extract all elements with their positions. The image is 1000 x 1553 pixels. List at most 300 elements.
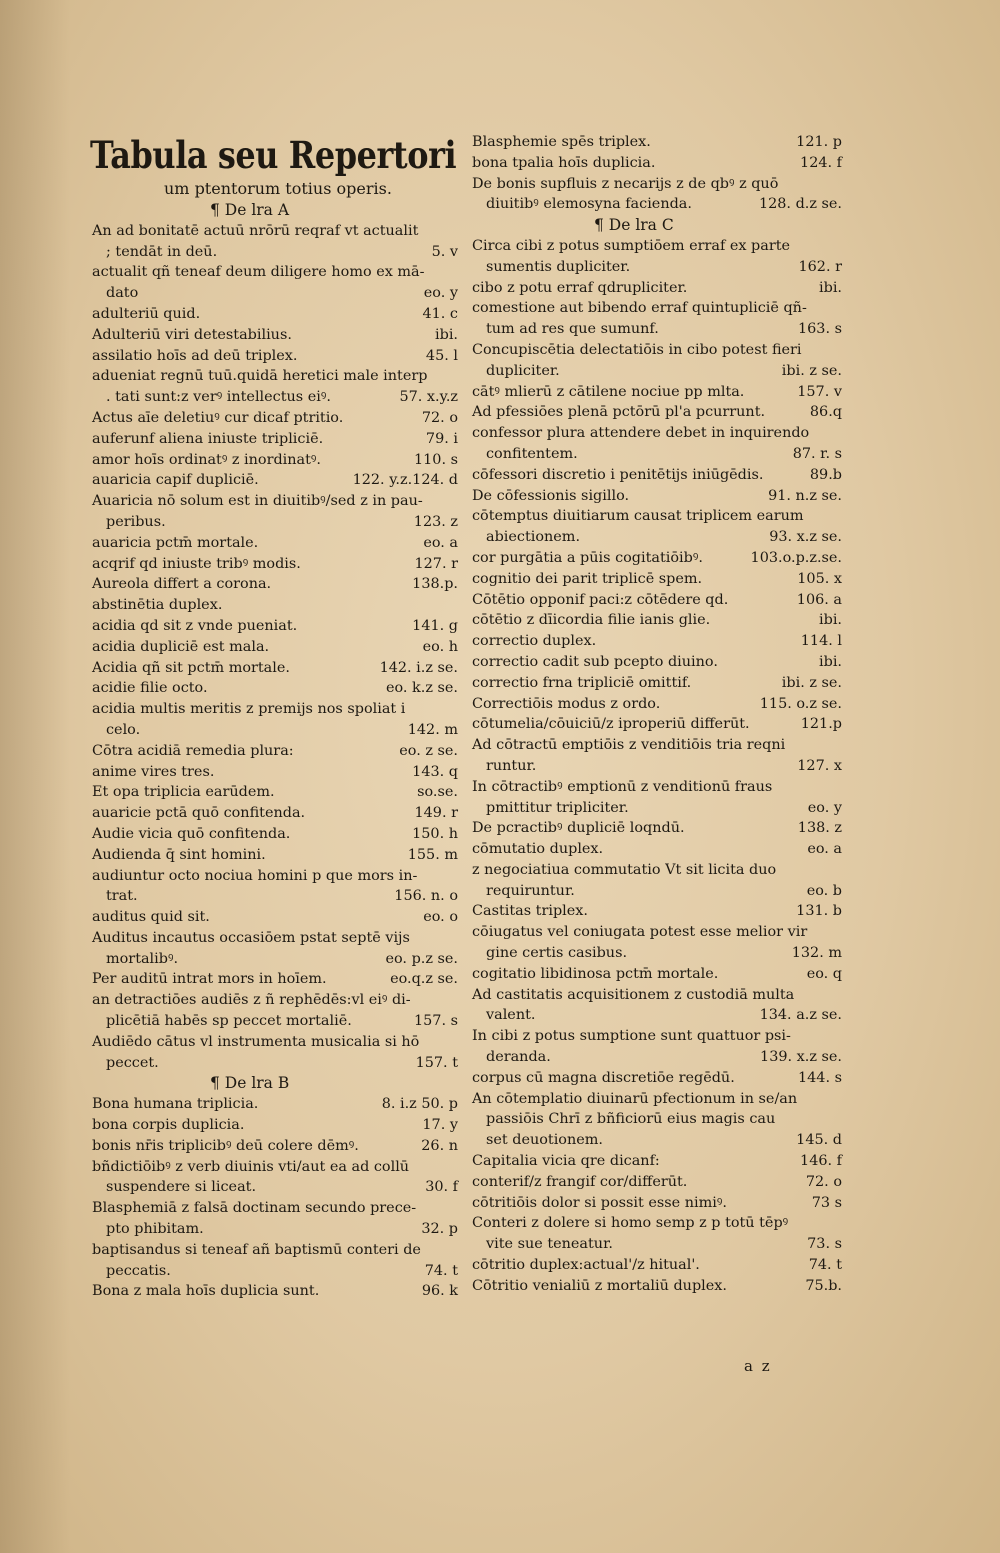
- entry-reference: 30. f: [425, 1179, 458, 1196]
- index-entry: [472, 673, 842, 694]
- entry-reference: ibi.: [819, 279, 842, 296]
- index-entry: [92, 1198, 458, 1219]
- entry-text: cōiugatus vel coniugata potest esse melior vir: [472, 924, 808, 941]
- entry-reference: 146. f: [800, 1153, 842, 1170]
- entry-reference: 157. s: [413, 1013, 458, 1030]
- entry-reference: 73. s: [807, 1236, 842, 1253]
- entry-reference: 91. n.z se.: [768, 487, 842, 504]
- entry-reference: ibi.: [819, 612, 842, 629]
- index-entry: [472, 236, 842, 257]
- entry-text: deranda.: [486, 1049, 551, 1066]
- entry-text: Castitas triplex.: [472, 903, 588, 920]
- entry-reference: ibi.: [819, 653, 842, 670]
- index-entry: [92, 907, 458, 928]
- index-entry: [472, 506, 842, 527]
- entry-reference: eo. k.z se.: [385, 680, 458, 697]
- entry-text: passiōis Chrī z bñficiorū eius magis cau: [486, 1111, 776, 1128]
- entry-text: Adulteriū viri detestabilius.: [92, 326, 292, 343]
- entry-text: auaricia pctm̄ mortale.: [92, 534, 259, 551]
- index-entry: [472, 1151, 842, 1172]
- entry-text: dato: [106, 285, 139, 302]
- entry-text: celo.: [106, 721, 141, 738]
- entry-reference: eo. a: [807, 841, 842, 858]
- index-entry: [472, 922, 842, 943]
- entry-text: Et opa triplicia earūdem.: [92, 784, 275, 801]
- index-entry: [92, 990, 458, 1011]
- index-entry: [92, 699, 458, 720]
- index-entry: [472, 132, 842, 153]
- entry-reference: 8. i.z 50. p: [381, 1096, 458, 1113]
- entry-text: vite sue teneatur.: [486, 1236, 613, 1253]
- entry-text: cor purgātia a pūis cogitatiōibꝰ.: [472, 549, 703, 566]
- entry-text: valent.: [486, 1007, 536, 1024]
- entry-reference: 105. x: [797, 570, 842, 587]
- entry-reference: 72. o: [805, 1173, 842, 1190]
- entry-reference: 74. t: [808, 1257, 842, 1274]
- entry-text: dupliciter.: [486, 362, 560, 379]
- entry-text: In cōtractibꝰ emptionū z venditionū fraus: [472, 778, 773, 795]
- index-entry-continuation: [472, 881, 842, 902]
- entry-text: auaricia capif dupliciē.: [92, 472, 259, 489]
- index-entry-continuation: [92, 1053, 458, 1074]
- entry-text: cōtritio duplex:actual'/z hitual'.: [472, 1257, 700, 1274]
- index-entry: [472, 1172, 842, 1193]
- entry-text: bonis nr̄is triplicibꝰ deū colere dēmꝰ.: [92, 1137, 359, 1154]
- entry-reference: 121.p: [800, 716, 842, 733]
- entry-text: an detractiōes audiēs z ñ rephēdēs:vl eiꝰ di-: [92, 992, 411, 1009]
- entry-text: pmittitur tripliciter.: [486, 799, 629, 816]
- entry-text: Bona humana triplicia.: [92, 1096, 259, 1113]
- entry-text: In cibi z potus sumptione sunt quattuor psi-: [472, 1028, 791, 1045]
- index-entry-continuation: [92, 512, 458, 533]
- entry-reference: 157. v: [797, 383, 842, 400]
- entry-text: cōfessori discretio i penitētijs iniūgēdis.: [472, 466, 764, 483]
- index-entry: [472, 777, 842, 798]
- entry-reference: eo. p.z se.: [385, 950, 458, 967]
- entry-text: Per auditū intrat mors in hoīem.: [92, 971, 327, 988]
- letter-heading: ¶ De lra A: [210, 201, 290, 219]
- entry-text: pto phibitam.: [106, 1221, 204, 1238]
- entry-text: Correctiōis modus z ordo.: [472, 695, 661, 712]
- index-entry: [92, 658, 458, 679]
- entry-text: gine certis casibus.: [486, 945, 628, 962]
- index-entry: [92, 866, 458, 887]
- entry-text: acidia multis meritis z premijs nos spoliat i: [92, 701, 406, 718]
- index-entry: [92, 554, 458, 575]
- entry-text: auditus quid sit.: [92, 909, 210, 926]
- entry-text: De pcractibꝰ dupliciē loqndū.: [472, 820, 685, 837]
- index-entry-continuation: [92, 1219, 458, 1240]
- entry-reference: ibi. z se.: [781, 362, 842, 379]
- index-entry: [472, 839, 842, 860]
- index-entry: [472, 153, 842, 174]
- entry-text: adulteriū quid.: [92, 305, 201, 322]
- entry-text: . tati sunt:z verꝰ intellectus eiꝰ.: [106, 389, 331, 406]
- index-entry: [92, 845, 458, 866]
- entry-reference: 162. r: [798, 258, 842, 275]
- entry-text: plicētiā habēs sp peccet mortaliē.: [106, 1013, 352, 1030]
- entry-reference: ibi.: [435, 326, 458, 343]
- entry-reference: 26. n: [421, 1137, 458, 1154]
- index-entry: [472, 465, 842, 486]
- entry-text: Aureola differt a corona.: [92, 576, 272, 593]
- left-column: [92, 132, 458, 1302]
- entry-reference: 141. g: [412, 617, 458, 634]
- entry-reference: 57. x.y.z: [399, 389, 458, 406]
- index-entry-continuation: [472, 361, 842, 382]
- entry-text: acidia dupliciē est mala.: [92, 638, 270, 655]
- index-entry: [92, 1157, 458, 1178]
- page-title: Tabula seu Repertori: [90, 133, 457, 177]
- entry-text: Ad castitatis acquisitionem z custodiā multa: [472, 986, 795, 1003]
- entry-reference: 143. q: [412, 763, 458, 780]
- index-entry: [92, 616, 458, 637]
- index-entry: [472, 735, 842, 756]
- entry-text: Ad cōtractū emptiōis z venditiōis tria reqni: [472, 737, 786, 754]
- letter-heading: ¶ De lra C: [594, 216, 674, 235]
- index-entry: [92, 803, 458, 824]
- entry-reference: eo. a: [423, 534, 458, 551]
- index-entry-continuation: [472, 194, 842, 215]
- entry-text: Conteri z dolere si homo semp z p totū tēpꝰ: [472, 1215, 789, 1232]
- entry-text: correctio frna tripliciē omittif.: [472, 674, 692, 691]
- index-list-left: [92, 200, 458, 1302]
- entry-text: cātꝰ mlierū z cātilene nociue pp mlta.: [472, 383, 745, 400]
- index-entry: [472, 298, 842, 319]
- index-entry: [472, 548, 842, 569]
- entry-text: Ad pfessiōes plenā pctōrū pl'a pcurrunt.: [472, 404, 766, 421]
- index-entry: [92, 741, 458, 762]
- entry-reference: 5. v: [431, 243, 458, 260]
- entry-reference: 79. i: [425, 430, 458, 447]
- entry-reference: 74. t: [424, 1262, 458, 1279]
- entry-reference: 144. s: [797, 1069, 842, 1086]
- page-subtitle: um ptentorum totius operis.: [164, 179, 392, 198]
- entry-reference: 155. m: [407, 846, 458, 863]
- entry-reference: 122. y.z.124. d: [352, 472, 458, 489]
- index-entry-continuation: [472, 527, 842, 548]
- entry-text: Auaricia nō solum est in diuitibꝰ/sed z in pau-: [92, 493, 423, 510]
- entry-reference: 73 s: [811, 1194, 842, 1211]
- index-entry-continuation: [472, 1130, 842, 1151]
- entry-reference: so.se.: [417, 784, 458, 801]
- index-entry-continuation: [92, 283, 458, 304]
- entry-reference: 163. s: [797, 321, 842, 338]
- entry-reference: 138.p.: [412, 576, 458, 593]
- index-entry-continuation: [472, 319, 842, 340]
- entry-reference: 114. l: [800, 633, 842, 650]
- entry-text: Circa cibi z potus sumptiōem erraf ex parte: [472, 237, 791, 254]
- index-entry-continuation: [92, 720, 458, 741]
- index-entry: [472, 402, 842, 423]
- entry-text: bñdictiōibꝰ z verb diuinis vti/aut ea ad collū: [92, 1158, 410, 1175]
- entry-text: Actus aīe deletiuꝰ cur dicaf ptritio.: [92, 409, 344, 426]
- index-entry: [92, 782, 458, 803]
- entry-reference: 72. o: [421, 409, 458, 426]
- entry-text: Acidia qñ sit pctm̄ mortale.: [92, 659, 290, 676]
- entry-text: Capitalia vicia qre dicanf:: [472, 1153, 660, 1170]
- entry-reference: 128. d.z se.: [758, 196, 842, 213]
- index-entry: [472, 278, 842, 299]
- index-entry: [472, 174, 842, 195]
- index-entry: [92, 470, 458, 491]
- entry-text: cōtritiōis dolor si possit esse nimiꝰ.: [472, 1194, 727, 1211]
- entry-reference: 75.b.: [805, 1277, 842, 1294]
- index-entry: [92, 1136, 458, 1157]
- entry-text: cibo z potu erraf qdrupliciter.: [472, 279, 688, 296]
- entry-text: correctio duplex.: [472, 633, 597, 650]
- entry-text: Cōtritio venialiū z mortaliū duplex.: [472, 1277, 727, 1294]
- entry-reference: 103.o.p.z.se.: [750, 549, 842, 566]
- entry-text: Auditus incautus occasiōem pstat septē vijs: [92, 929, 410, 946]
- index-entry: [472, 652, 842, 673]
- entry-reference: 139. x.z se.: [760, 1049, 842, 1066]
- index-entry: [92, 429, 458, 450]
- index-entry: [92, 325, 458, 346]
- entry-text: auaricie pctā quō confitenda.: [92, 805, 306, 822]
- entry-reference: 86.q: [809, 404, 842, 421]
- index-entry: [472, 590, 842, 611]
- entry-text: actualit qñ teneaf deum diligere homo ex mā-: [92, 264, 425, 281]
- entry-text: runtur.: [486, 757, 537, 774]
- index-entry: [92, 1094, 458, 1115]
- index-entry: [92, 366, 458, 387]
- entry-reference: 41. c: [422, 305, 458, 322]
- entry-text: cōmutatio duplex.: [472, 841, 604, 858]
- entry-text: confessor plura attendere debet in inquirendo: [472, 425, 810, 442]
- index-entry: [92, 1240, 458, 1261]
- index-entry: [472, 860, 842, 881]
- entry-reference: 17. y: [422, 1117, 458, 1134]
- entry-reference: 124. f: [800, 154, 842, 171]
- entry-text: cōtemptus diuitiarum causat triplicem earum: [472, 508, 804, 525]
- entry-reference: 127. r: [414, 555, 458, 572]
- entry-text: conterif/z frangif cor/differūt.: [472, 1173, 688, 1190]
- entry-text: An ad bonitatē actuū nrōrū reqraf vt actualit: [92, 222, 419, 239]
- entry-text: adueniat regnū tuū.quidā heretici male interp: [92, 368, 428, 385]
- entry-reference: 142. m: [407, 721, 458, 738]
- entry-text: diuitibꝰ elemosyna facienda.: [486, 196, 692, 213]
- entry-text: Audienda q̄ sint homini.: [92, 846, 266, 863]
- entry-text: suspendere si liceat.: [106, 1179, 257, 1196]
- entry-reference: 145. d: [796, 1132, 842, 1149]
- index-entry: [472, 1276, 842, 1297]
- entry-text: abiectionem.: [486, 529, 581, 546]
- entry-text: comestione aut bibendo erraf quintupliciē qñ-: [472, 300, 807, 317]
- entry-reference: 131. b: [796, 903, 842, 920]
- index-entry: [472, 714, 842, 735]
- entry-reference: eo. o: [423, 909, 458, 926]
- entry-text: z negociatiua commutatio Vt sit licita duo: [472, 861, 777, 878]
- index-entry-continuation: [472, 943, 842, 964]
- entry-reference: eo.q.z se.: [390, 971, 458, 988]
- entry-text: acqrif qd iniuste tribꝰ modis.: [92, 555, 301, 572]
- index-entry: [92, 574, 458, 595]
- index-entry: [92, 491, 458, 512]
- entry-text: confitentem.: [486, 445, 578, 462]
- index-entry-continuation: [92, 1011, 458, 1032]
- index-entry: [92, 1115, 458, 1136]
- entry-reference: 96. k: [421, 1283, 458, 1300]
- entry-text: Audie vicia quō confitenda.: [92, 825, 291, 842]
- entry-reference: 45. l: [425, 347, 458, 364]
- entry-text: acidie filie octo.: [92, 680, 208, 697]
- entry-reference: eo. z se.: [399, 742, 458, 759]
- index-entry-continuation: [472, 1109, 842, 1130]
- entry-text: Audiēdo cātus vl instrumenta musicalia si hō: [92, 1033, 420, 1050]
- index-entry: [472, 985, 842, 1006]
- index-entry-continuation: [92, 242, 458, 263]
- index-entry-continuation: [92, 1177, 458, 1198]
- entry-text: Bona z mala hoīs duplicia sunt.: [92, 1283, 320, 1300]
- index-entry: [472, 1068, 842, 1089]
- entry-text: anime vires tres.: [92, 763, 215, 780]
- entry-reference: 89.b: [809, 466, 842, 483]
- index-entry: [472, 569, 842, 590]
- entry-text: tum ad res que sumunf.: [486, 321, 659, 338]
- index-entry: [92, 762, 458, 783]
- letter-heading: ¶ De lra B: [210, 1074, 290, 1093]
- entry-reference: 127. x: [797, 757, 842, 774]
- entry-text: audiuntur octo nociua homini p que mors in-: [92, 867, 418, 884]
- index-entry: [92, 637, 458, 658]
- entry-text: correctio cadit sub pcepto diuino.: [472, 653, 718, 670]
- entry-text: trat.: [106, 888, 138, 905]
- entry-reference: 142. i.z se.: [379, 659, 458, 676]
- entry-text: auferunf aliena iniuste tripliciē.: [92, 430, 324, 447]
- index-entry: [472, 1213, 842, 1234]
- index-entry-continuation: [92, 1261, 458, 1282]
- entry-text: abstinētia duplex.: [92, 597, 223, 614]
- entry-text: mortalibꝰ.: [106, 950, 179, 967]
- index-entry: [92, 1281, 458, 1302]
- index-entry: [92, 928, 458, 949]
- index-entry-continuation: [92, 949, 458, 970]
- entry-reference: 106. a: [796, 591, 842, 608]
- entry-text: amor hoīs ordinatꝰ z inordinatꝰ.: [92, 451, 321, 468]
- entry-text: Cōtra acidiā remedia plura:: [92, 742, 294, 759]
- entry-reference: 32. p: [421, 1221, 458, 1238]
- index-entry: [92, 678, 458, 699]
- index-entry: [92, 262, 458, 283]
- index-entry: [472, 631, 842, 652]
- index-entry: [92, 1032, 458, 1053]
- entry-text: Blasphemiā z falsā doctinam secundo prece-: [92, 1200, 417, 1217]
- index-entry: [472, 694, 842, 715]
- entry-text: cogitatio libidinosa pctm̄ mortale.: [472, 965, 719, 982]
- entry-text: set deuotionem.: [486, 1132, 603, 1149]
- index-entry-continuation: [92, 886, 458, 907]
- index-entry: [92, 969, 458, 990]
- entry-text: peccet.: [106, 1054, 159, 1071]
- entry-text: sumentis dupliciter.: [486, 258, 631, 275]
- index-entry: [92, 346, 458, 367]
- entry-text: bona tpalia hoīs duplicia.: [472, 154, 656, 171]
- entry-text: peribus.: [106, 513, 166, 530]
- right-column: [472, 132, 842, 1297]
- entry-reference: 134. a.z se.: [759, 1007, 842, 1024]
- entry-text: bona corpis duplicia.: [92, 1117, 245, 1134]
- index-entry-continuation: [472, 444, 842, 465]
- index-entry: [472, 964, 842, 985]
- signature-mark: a z: [744, 1357, 772, 1375]
- index-entry: [92, 221, 458, 242]
- entry-text: Concupiscētia delectatiōis in cibo potest fieri: [472, 341, 802, 358]
- entry-reference: 123. z: [413, 513, 458, 530]
- index-entry: [472, 382, 842, 403]
- index-entry: [472, 1089, 842, 1110]
- entry-reference: 110. s: [413, 451, 458, 468]
- entry-reference: 132. m: [791, 945, 842, 962]
- entry-text: An cōtemplatio diuinarū pfectionum in se/an: [472, 1090, 798, 1107]
- index-entry-continuation: [472, 756, 842, 777]
- entry-text: baptisandus si teneaf añ baptismū conteri de: [92, 1241, 421, 1258]
- entry-reference: 121. p: [796, 134, 842, 150]
- entry-reference: 115. o.z se.: [759, 695, 842, 712]
- entry-reference: eo. h: [422, 638, 458, 655]
- index-entry: [92, 533, 458, 554]
- index-entry-continuation: [472, 257, 842, 278]
- index-entry: [92, 408, 458, 429]
- entry-text: cōtumelia/cōuiciū/z iproperiū differūt.: [472, 716, 750, 733]
- entry-text: De bonis supfluis z necarijs z de qbꝰ z quō: [472, 175, 779, 192]
- index-entry: [472, 340, 842, 361]
- index-entry: [472, 1193, 842, 1214]
- index-entry: [472, 486, 842, 507]
- entry-text: corpus cū magna discretiōe regēdū.: [472, 1069, 735, 1086]
- entry-reference: 93. x.z se.: [769, 529, 842, 546]
- entry-reference: 87. r. s: [792, 445, 842, 462]
- index-entry-continuation: [472, 1234, 842, 1255]
- entry-text: De cōfessionis sigillo.: [472, 487, 630, 504]
- entry-reference: 157. t: [415, 1054, 458, 1071]
- index-entry: [472, 1026, 842, 1047]
- entry-text: assilatio hoīs ad deū triplex.: [92, 347, 298, 364]
- index-list-right: [472, 132, 842, 1297]
- entry-reference: 138. z: [797, 820, 842, 837]
- index-entry: [472, 818, 842, 839]
- index-entry-continuation: [92, 387, 458, 408]
- index-entry: [92, 595, 458, 616]
- entry-reference: eo. q: [806, 965, 842, 982]
- entry-reference: eo. b: [806, 882, 842, 899]
- entry-reference: 150. h: [412, 825, 458, 842]
- entry-reference: 156. n. o: [394, 888, 458, 905]
- entry-text: ; tendāt in deū.: [106, 243, 218, 260]
- index-entry-continuation: [472, 798, 842, 819]
- index-entry: [92, 304, 458, 325]
- entry-reference: 149. r: [414, 805, 458, 822]
- entry-reference: eo. y: [807, 799, 842, 816]
- entry-text: cognitio dei parit triplicē spem.: [472, 570, 703, 587]
- index-entry: [92, 824, 458, 845]
- index-entry: [92, 450, 458, 471]
- entry-text: peccatis.: [106, 1262, 171, 1279]
- index-entry-continuation: [472, 1005, 842, 1026]
- index-entry: [472, 901, 842, 922]
- index-entry: [472, 1255, 842, 1276]
- entry-reference: eo. y: [423, 285, 458, 302]
- index-entry-continuation: [472, 1047, 842, 1068]
- page-gutter-shadow: [0, 0, 70, 1553]
- entry-reference: ibi. z se.: [781, 674, 842, 691]
- entry-text: Blasphemie spēs triplex.: [472, 134, 651, 150]
- index-entry: [472, 423, 842, 444]
- entry-text: requiruntur.: [486, 882, 575, 899]
- entry-text: cōtētio z dīicordia filie ianis glie.: [472, 612, 711, 629]
- entry-text: acidia qd sit z vnde pueniat.: [92, 617, 298, 634]
- entry-text: Cōtētio opponif paci:z cōtēdere qd.: [472, 591, 729, 608]
